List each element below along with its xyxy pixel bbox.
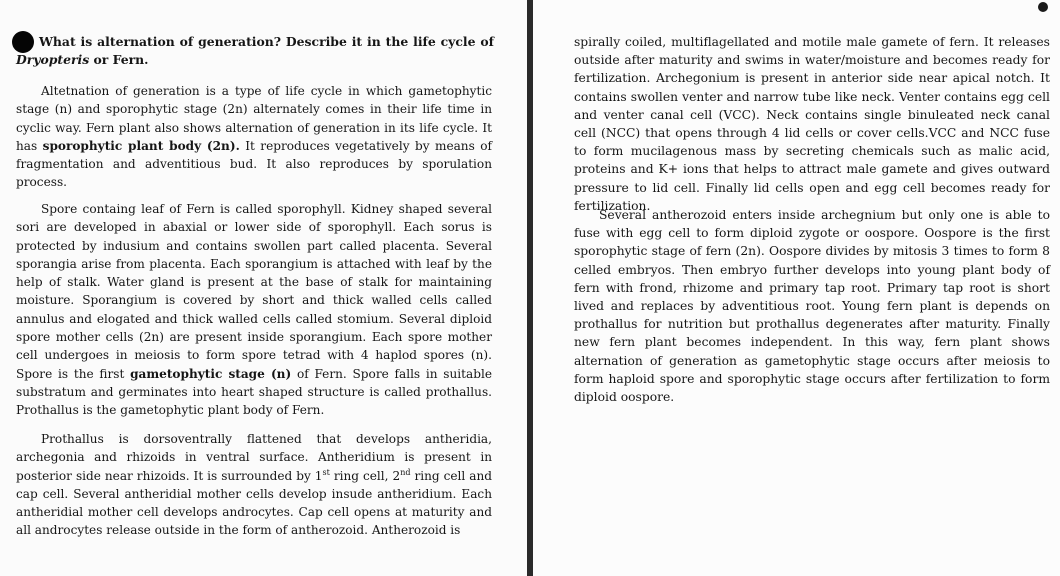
- text-span: Prothallus is dorsoventrally flattened that develops antheridia, archegonia and rhizoids in ventral surface. Antheridium is present in posterior side near rhizoids. It is surrounded by 1: [16, 432, 492, 483]
- paragraph-fertilization: Several antherozoid enters inside archegnium but only one is able to fuse with egg cell to form diploid zygote or oospore. Oospore is the first sporophytic stage of fern (2n). Oospore divides by mitosis 3 times to form 8 celled embryos. Then embryo further develops into young plant body of fern with frond, rhizome and primary tap root. Primary tap root is short lived and replaces by adventitious root. Young fern plant is depends on prothallus for nutrition but prothallus degenerates after maturity. Finally new fern plant becomes independent. In this way, fern plant shows alternation of generation as gametophytic stage occurs after meiosis to form haploid spore and sporophytic stage occurs after fertilization to form diploid oospore.: [574, 208, 1050, 405]
- question-scientific-name: Dryopteris: [16, 52, 90, 67]
- question-suffix: or Fern.: [89, 52, 149, 67]
- bold-term: gametophytic stage (n): [130, 366, 292, 381]
- text-span: Altetnation of generation is a type of life cycle in which gametophytic stage (n) and sporophytic stage (2n) alternately comes in their life time in cyclic way. Fern plant also shows alternation of generation in its life cycle. It has: [16, 84, 492, 153]
- question-heading: [16, 33, 494, 69]
- superscript: nd: [400, 467, 411, 477]
- paragraph-prothallus: [16, 430, 492, 540]
- text-span: ring cell, 2: [329, 468, 401, 483]
- text-span: Spore containg leaf of Fern is called sporophyll. Kidney shaped several sori are developed in abaxial or lower side of sporophyll. Each sorus is protected by indusium and contains swollen part called placenta. Several sporangia arise from placenta. Each sporangium is attached with leaf by the help of stalk. Water gland is present at the base of stalk for maintaining moisture. Sporangium is covered by short and thick walled cells called annulus and elogated and thick walled cells called stomium. Several diploid spore mother cells (2n) are present inside sporangium. Each spore mother cell undergoes in meiosis to form spore tetrad with 4 haplod spores (n). Spore is the first: [16, 202, 492, 381]
- text-span: It reproduces vegetatively by means of fragmentation and adventitious bud. It also reproduces by sporulation process.: [16, 138, 492, 190]
- paragraph-antherozoid-archegonium: spirally coiled, multiflagellated and motile male gamete of fern. It releases outside after maturity and swims in water/moisture and becomes ready for fertilization. Archegonium is present in anterior side near apical notch. It contains swollen venter and narrow tube like neck. Venter contains egg cell and venter canal cell (VCC). Neck contains single binuleated neck canal cell (NCC) that opens through 4 lid cells or cover cells.VCC and NCC fuse to form mucilagenous mass by secreting chemicals such as malic acid, proteins and K+ ions that helps to attract male gamete and gives outward pressure to lid cell. Finally lid cells open and egg cell becomes ready for fertilization.: [574, 35, 1050, 213]
- paragraph-alternation-intro: [16, 82, 492, 192]
- text-span: of Fern. Spore falls in suitable substratum and germinates into heart shaped structure is called prothallus. Prothallus is the gametophytic plant body of Fern.: [16, 366, 493, 418]
- question-prefix: What is alternation of generation? Describe it in the life cycle of: [39, 34, 494, 49]
- bold-term: sporophytic plant body (2n).: [42, 138, 240, 153]
- superscript: st: [322, 467, 330, 477]
- text-span: ring cell and cap cell. Several antheridial mother cells develop insude antheridium. Each antheridial mother cell develops androcytes. Cap cell opens at maturity and all androcytes release outside in the form of antherozoid. Antherozoid is: [16, 468, 492, 538]
- paragraph-sporophyll: [16, 200, 492, 420]
- corner-dot-icon: [1038, 2, 1048, 12]
